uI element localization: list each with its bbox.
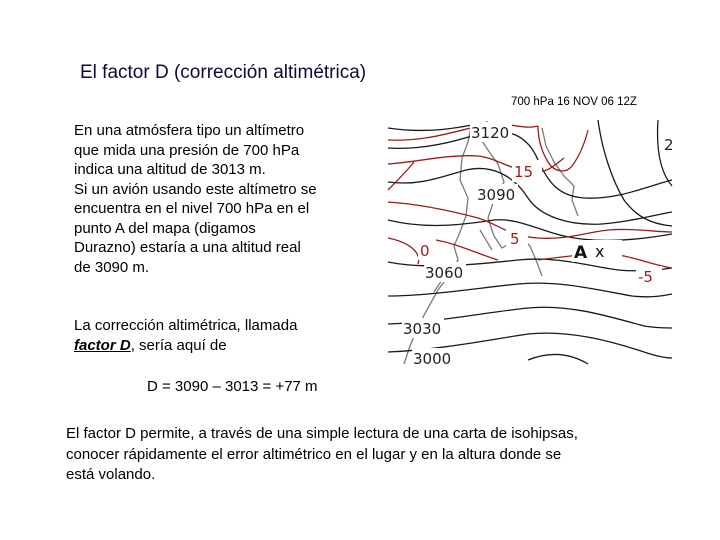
isotherm-line bbox=[388, 238, 419, 264]
point-a-marker: x bbox=[595, 242, 605, 261]
intro-line: que mida una presión de 700 hPa bbox=[74, 141, 300, 159]
correction-tail: , sería aquí de bbox=[130, 336, 227, 354]
border-line bbox=[542, 128, 578, 216]
summary-paragraph bbox=[66, 424, 696, 486]
correction-paragraph bbox=[74, 316, 384, 355]
factor-d-formula: D = 3090 – 3013 = +77 m bbox=[147, 378, 318, 395]
intro-line: En una atmósfera tipo un altímetro bbox=[74, 122, 305, 139]
point-a-label: A bbox=[574, 243, 588, 263]
river-line bbox=[480, 230, 492, 250]
correction-text: La corrección altimétrica, llamada bbox=[74, 317, 298, 334]
temperature-label-0: 0 bbox=[420, 242, 430, 260]
isotherm-line bbox=[436, 240, 498, 260]
intro-line: punto A del mapa (digamos bbox=[74, 219, 256, 237]
map-caption: 700 hPa 16 NOV 06 12Z bbox=[511, 96, 637, 108]
height-label-3030: 3030 bbox=[403, 320, 442, 338]
isotherm-line bbox=[388, 162, 414, 190]
intro-line: Durazno) estaría a una altitud real bbox=[74, 239, 301, 256]
map-canvas bbox=[388, 120, 674, 368]
summary-line: conocer rápidamente el error altimétrico en el lugar y en la altura donde se bbox=[66, 445, 562, 463]
summary-line: El factor D permite, a través de una simple lectura de una carta de isohipsas, bbox=[66, 425, 578, 442]
height-label-3000: 3000 bbox=[413, 350, 452, 368]
temperature-label-minus5: -5 bbox=[638, 268, 653, 286]
intro-line: indica una altitud de 3013 m. bbox=[74, 161, 266, 178]
isohypse-line bbox=[528, 354, 588, 364]
factor-d-term: factor D bbox=[74, 336, 131, 354]
intro-line: Si un avión usando este altímetro se bbox=[74, 180, 317, 198]
summary-line: está volando. bbox=[66, 466, 156, 483]
isotherm-line bbox=[538, 126, 588, 171]
slide-title: El factor D (corrección altimétrica) bbox=[80, 62, 367, 83]
isohypse-line bbox=[598, 120, 672, 226]
temperature-label-15: 15 bbox=[514, 163, 534, 181]
intro-line: encuentra en el nivel 700 hPa en el bbox=[74, 200, 310, 217]
intro-line: de 3090 m. bbox=[74, 258, 150, 276]
height-label-3090: 3090 bbox=[477, 186, 516, 204]
isohypse-line bbox=[388, 283, 672, 297]
intro-paragraph bbox=[74, 121, 379, 277]
edge-mark: 2 bbox=[664, 136, 674, 154]
height-label-3060: 3060 bbox=[425, 264, 464, 282]
temperature-label-5: 5 bbox=[510, 230, 520, 248]
height-label-3120: 3120 bbox=[471, 124, 510, 142]
isohypse-map bbox=[388, 120, 674, 368]
